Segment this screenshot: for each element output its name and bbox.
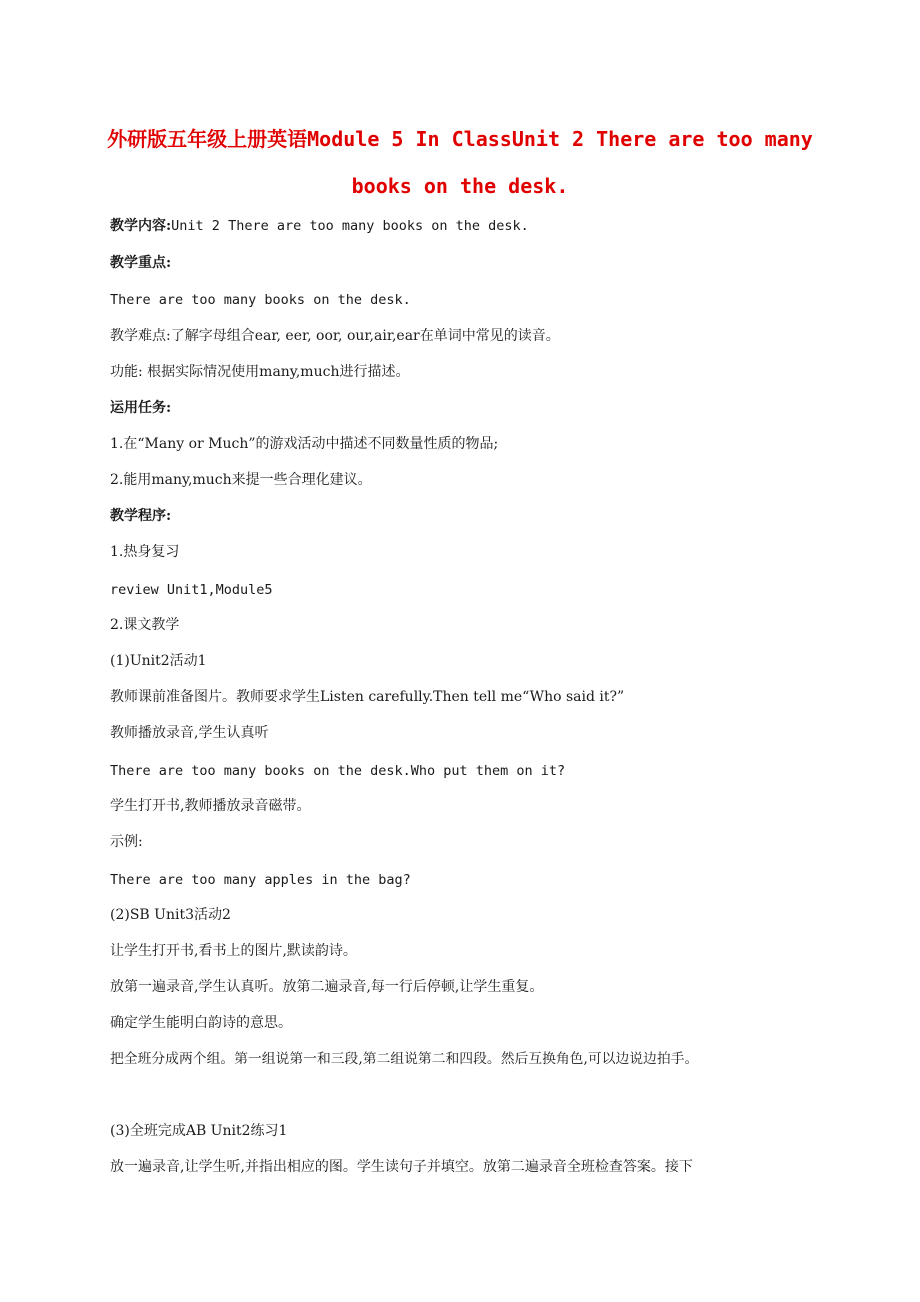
line-text: (3)全班完成AB Unit2练习1 xyxy=(110,1123,288,1139)
line-text: 让学生打开书,看书上的图片,默读韵诗。 xyxy=(110,943,357,959)
line-text: 1.在“Many or Much”的游戏活动中描述不同数量性质的物品; xyxy=(110,436,499,452)
line-label: 教学重点: xyxy=(110,255,172,271)
line-text: 2.课文教学 xyxy=(110,617,180,633)
line-text: 1.热身复习 xyxy=(110,544,180,560)
line-label: 运用任务: xyxy=(110,400,172,416)
line-text: There are too many books on the desk.Who put them on it? xyxy=(110,763,566,779)
line-heading-procedure xyxy=(110,506,171,526)
line-text: (2)SB Unit3活动2 xyxy=(110,907,231,923)
line-text: 教师课前准备图片。教师要求学生Listen carefully.Then tell me“Who said it?” xyxy=(110,689,625,705)
line-text: There are too many apples in the bag? xyxy=(110,872,411,888)
line-text: 把全班分成两个组。第一组说第一和三段,第二组说第二和四段。然后互换角色,可以边说边拍手。 xyxy=(110,1051,699,1067)
line-text: review Unit1,Module5 xyxy=(110,582,273,598)
line-text: 2.能用many,much来提一些合理化建议。 xyxy=(110,472,372,488)
line-text: 学生打开书,教师播放录音磁带。 xyxy=(110,798,311,814)
line-label: 教学内容: xyxy=(110,218,172,234)
line-text: There are too many books on the desk. xyxy=(110,292,411,308)
line-label: 教学程序: xyxy=(110,508,172,524)
line-heading-key-points xyxy=(110,253,171,273)
line-text: 放一遍录音,让学生听,并指出相应的图。学生读句子并填空。放第二遍录音全班检查答案。接下 xyxy=(110,1159,693,1175)
line-text: 示例: xyxy=(110,834,143,850)
line-text: 教学难点:了解字母组合ear, eer, oor, our,air,ear在单词中常见的读音。 xyxy=(110,328,560,344)
line-text: 放第一遍录音,学生认真听。放第二遍录音,每一行后停顿,让学生重复。 xyxy=(110,979,544,995)
line-content xyxy=(110,216,529,236)
line-text: (1)Unit2活动1 xyxy=(110,653,207,669)
line-text: 教师播放录音,学生认真听 xyxy=(110,725,269,741)
title-line-1: 外研版五年级上册英语Module 5 In ClassUnit 2 There are too many xyxy=(107,127,813,151)
line-text: 确定学生能明白韵诗的意思。 xyxy=(110,1015,292,1031)
line-heading-tasks xyxy=(110,398,171,418)
line-text: 功能: 根据实际情况使用many,much进行描述。 xyxy=(110,364,410,380)
title-line-2: books on the desk. xyxy=(351,174,569,198)
line-text: Unit 2 There are too many books on the desk. xyxy=(171,218,529,234)
